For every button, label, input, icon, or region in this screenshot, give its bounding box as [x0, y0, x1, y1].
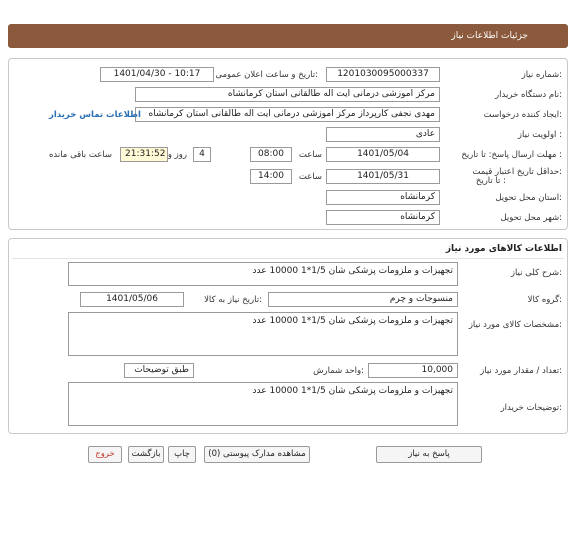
priority-value: عادی — [326, 127, 440, 142]
summary-label: شرح کلی نیاز: — [510, 268, 562, 278]
need-number-value: 1201030095000337 — [326, 67, 440, 82]
requester-value: مهدی نجفی کارپرداز مرکز اموزشی درمانی ایت اله طالقانی استان کرمانشاه — [135, 107, 440, 122]
deadline-time-label: ساعت — [298, 150, 322, 160]
unit-label: واحد شمارش: — [313, 366, 364, 376]
buyer-notes-label: توضیحات خریدار: — [500, 403, 562, 413]
need-date-label: تاریخ نیاز به کالا: — [204, 295, 262, 305]
priority-label: اولویت نیاز : — [517, 130, 562, 140]
print-button[interactable]: چاپ — [168, 446, 196, 463]
city-value: کرمانشاه — [326, 210, 440, 225]
goods-section-title: اطلاعات کالاهای مورد نیاز — [445, 244, 562, 254]
buyer-org-value: مرکز اموزشی درمانی ایت اله طالقانی استان کرمانشاه — [135, 87, 440, 102]
announce-label: تاریخ و ساعت اعلان عمومی: — [215, 70, 318, 80]
need-number-label: شماره نیاز: — [521, 70, 562, 80]
group-value: منسوجات و چرم — [268, 292, 458, 307]
remaining-time-label: ساعت باقی مانده — [48, 150, 112, 160]
requester-label: ایجاد کننده درخواست: — [483, 110, 562, 120]
qty-value: 10,000 — [368, 363, 458, 378]
province-value: کرمانشاه — [326, 190, 440, 205]
need-date-value: 1401/05/06 — [80, 292, 184, 307]
province-label: استان محل تحویل: — [495, 193, 562, 203]
validity-time-label: ساعت — [298, 172, 322, 182]
days-remaining-value: 4 — [193, 147, 211, 162]
city-label: شهر محل تحویل: — [500, 213, 562, 223]
back-button[interactable]: بازگشت — [128, 446, 164, 463]
buyer-contact-link[interactable]: اطلاعات تماس خریدار — [49, 110, 141, 120]
page-header — [8, 24, 568, 48]
page-title: جزئیات اطلاعات نیاز — [451, 31, 528, 41]
specs-label: مشخصات کالای مورد نیاز: — [468, 320, 562, 330]
deadline-time-value: 08:00 — [250, 147, 292, 162]
summary-value: تجهیزات و ملزومات پزشکی شان 1/5*1 10000 عدد — [68, 262, 458, 286]
days-label: روز و — [167, 150, 187, 160]
qty-label: تعداد / مقدار مورد نیاز: — [480, 366, 562, 376]
group-label: گروه کالا: — [527, 295, 562, 305]
validity-label: حداقل تاریخ اعتبار قیمت: — [472, 167, 562, 177]
validity-time-value: 14:00 — [250, 169, 292, 184]
announce-value: 1401/04/30 - 10:17 — [100, 67, 214, 82]
validity-to-label: تا تاریخ : — [475, 176, 506, 186]
need-info-panel — [8, 58, 568, 230]
deadline-date-value: 1401/05/04 — [326, 147, 440, 162]
exit-button[interactable]: خروج — [88, 446, 122, 463]
buyer-notes-value: تجهیزات و ملزومات پزشکی شان 1/5*1 10000 عدد — [68, 382, 458, 426]
specs-value: تجهیزات و ملزومات پزشکی شان 1/5*1 10000 عدد — [68, 312, 458, 356]
validity-date-value: 1401/05/31 — [326, 169, 440, 184]
buyer-org-label: نام دستگاه خریدار: — [495, 90, 562, 100]
attachments-button[interactable]: مشاهده مدارک پیوستی (0) — [204, 446, 310, 463]
unit-value: طبق توضیحات — [124, 363, 194, 378]
remaining-time-value: 21:31:52 — [120, 147, 168, 162]
goods-divider — [12, 258, 564, 259]
reply-button[interactable]: پاسخ به نیاز — [376, 446, 482, 463]
deadline-label: مهلت ارسال پاسخ: تا تاریخ : — [461, 150, 562, 160]
